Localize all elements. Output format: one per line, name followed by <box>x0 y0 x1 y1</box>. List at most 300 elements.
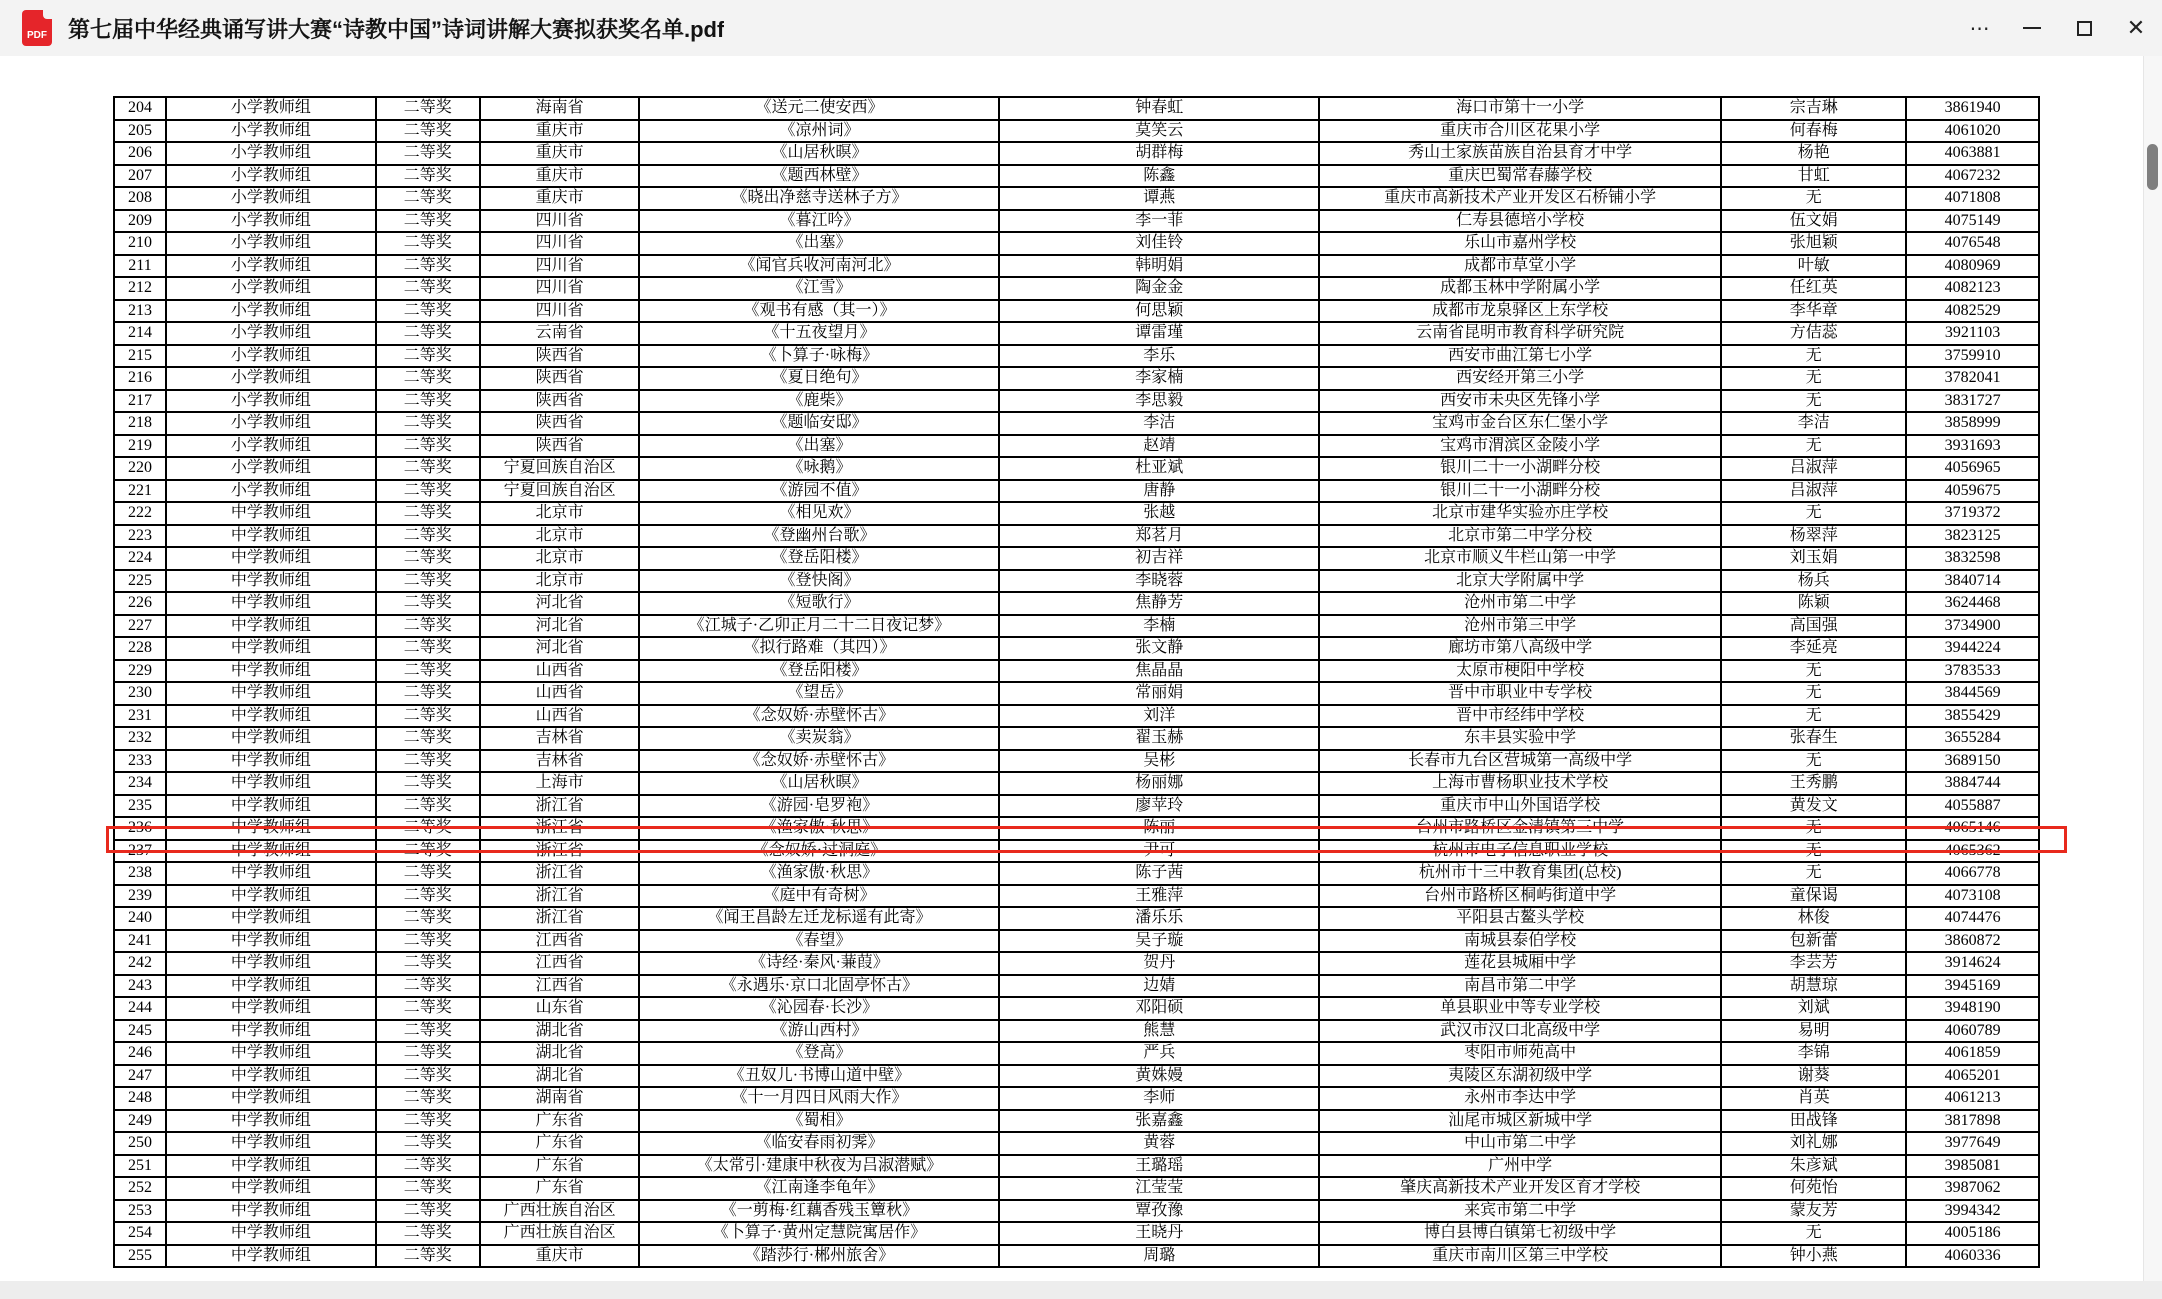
table-cell: 李楠 <box>999 615 1319 638</box>
table-cell: 杭州市十三中教育集团(总校) <box>1319 862 1721 885</box>
table-cell: 湖南省 <box>480 1087 640 1110</box>
table-cell: 二等奖 <box>376 682 480 705</box>
table-cell: 无 <box>1721 502 1906 525</box>
table-cell: 《春望》 <box>639 930 999 953</box>
table-cell: 《江雪》 <box>639 277 999 300</box>
table-cell: 206 <box>114 142 166 165</box>
table-cell: 《丑奴儿·书博山道中壁》 <box>639 1065 999 1088</box>
table-cell: 宁夏回族自治区 <box>480 480 640 503</box>
table-cell: 中学教师组 <box>166 682 376 705</box>
table-cell: 小学教师组 <box>166 390 376 413</box>
table-row <box>114 570 2039 593</box>
table-cell: 3944224 <box>1906 637 2039 660</box>
table-cell: 小学教师组 <box>166 277 376 300</box>
table-cell: 228 <box>114 637 166 660</box>
table-cell: 《踏莎行·郴州旅舍》 <box>639 1245 999 1268</box>
table-cell: 238 <box>114 862 166 885</box>
table-cell: 吕淑萍 <box>1721 480 1906 503</box>
table-cell: 二等奖 <box>376 457 480 480</box>
table-cell: 单县职业中等专业学校 <box>1319 997 1721 1020</box>
table-cell: 二等奖 <box>376 390 480 413</box>
table-cell: 3817898 <box>1906 1110 2039 1133</box>
table-cell: 3948190 <box>1906 997 2039 1020</box>
table-cell: 焦静芳 <box>999 592 1319 615</box>
table-cell: 217 <box>114 390 166 413</box>
table-row <box>114 277 2039 300</box>
table-row <box>114 367 2039 390</box>
table-cell: 中山市第二中学 <box>1319 1132 1721 1155</box>
table-cell: 云南省 <box>480 322 640 345</box>
table-cell: 小学教师组 <box>166 322 376 345</box>
table-cell: 湖北省 <box>480 1020 640 1043</box>
table-cell: 4066778 <box>1906 862 2039 885</box>
table-cell: 钟春虹 <box>999 97 1319 120</box>
table-cell: 高国强 <box>1721 615 1906 638</box>
table-cell: 严兵 <box>999 1042 1319 1065</box>
table-cell: 二等奖 <box>376 1087 480 1110</box>
table-cell: 205 <box>114 120 166 143</box>
table-cell: 刘佳铃 <box>999 232 1319 255</box>
table-cell: 上海市 <box>480 772 640 795</box>
table-cell: 中学教师组 <box>166 1087 376 1110</box>
table-row <box>114 1020 2039 1043</box>
table-cell: 《登高》 <box>639 1042 999 1065</box>
table-cell: 谭燕 <box>999 187 1319 210</box>
table-cell: 李延亮 <box>1721 637 1906 660</box>
table-cell: 四川省 <box>480 210 640 233</box>
table-cell: 陕西省 <box>480 412 640 435</box>
table-cell: 4060789 <box>1906 1020 2039 1043</box>
table-cell: 233 <box>114 750 166 773</box>
table-row <box>114 457 2039 480</box>
table-row <box>114 142 2039 165</box>
table-cell: 周璐 <box>999 1245 1319 1268</box>
table-cell: 《渔家傲·秋思》 <box>639 862 999 885</box>
table-cell: 4061859 <box>1906 1042 2039 1065</box>
table-cell: 中学教师组 <box>166 1245 376 1268</box>
table-cell: 219 <box>114 435 166 458</box>
table-cell: 247 <box>114 1065 166 1088</box>
table-cell: 李洁 <box>1721 412 1906 435</box>
table-cell: 207 <box>114 165 166 188</box>
table-cell: 李芸芳 <box>1721 952 1906 975</box>
table-cell: 无 <box>1721 390 1906 413</box>
table-cell: 小学教师组 <box>166 165 376 188</box>
table-cell: 《山居秋暝》 <box>639 772 999 795</box>
table-cell: 潘乐乐 <box>999 907 1319 930</box>
table-cell: 4074476 <box>1906 907 2039 930</box>
table-cell: 广东省 <box>480 1132 640 1155</box>
table-cell: 中学教师组 <box>166 997 376 1020</box>
title-bar <box>0 0 2162 57</box>
table-row <box>114 592 2039 615</box>
table-cell: 214 <box>114 322 166 345</box>
table-cell: 包新蕾 <box>1721 930 1906 953</box>
table-cell: 广州中学 <box>1319 1155 1721 1178</box>
table-cell: 南城县泰伯学校 <box>1319 930 1721 953</box>
table-cell: 李华章 <box>1721 300 1906 323</box>
table-cell: 广东省 <box>480 1177 640 1200</box>
table-cell: 213 <box>114 300 166 323</box>
table-cell: 张嘉鑫 <box>999 1110 1319 1133</box>
table-cell: 4056965 <box>1906 457 2039 480</box>
table-cell: 无 <box>1721 817 1906 840</box>
table-cell: 《临安春雨初霁》 <box>639 1132 999 1155</box>
table-cell: 无 <box>1721 840 1906 863</box>
table-cell: 208 <box>114 187 166 210</box>
table-cell: 二等奖 <box>376 1110 480 1133</box>
table-cell: 陕西省 <box>480 367 640 390</box>
table-cell: 浙江省 <box>480 907 640 930</box>
table-cell: 《永遇乐·京口北固亭怀古》 <box>639 975 999 998</box>
table-row <box>114 930 2039 953</box>
table-cell: 李师 <box>999 1087 1319 1110</box>
table-cell: 浙江省 <box>480 795 640 818</box>
table-cell: 二等奖 <box>376 142 480 165</box>
table-cell: 仁寿县德培小学校 <box>1319 210 1721 233</box>
table-cell: 3689150 <box>1906 750 2039 773</box>
table-cell: 3914624 <box>1906 952 2039 975</box>
table-cell: 肇庆高新技术产业开发区育才学校 <box>1319 1177 1721 1200</box>
table-cell: 沧州市第三中学 <box>1319 615 1721 638</box>
table-cell: 220 <box>114 457 166 480</box>
table-cell: 《相见欢》 <box>639 502 999 525</box>
table-cell: 4061213 <box>1906 1087 2039 1110</box>
table-cell: 方佶蕊 <box>1721 322 1906 345</box>
table-cell: 中学教师组 <box>166 660 376 683</box>
table-cell: 《闻官兵收河南河北》 <box>639 255 999 278</box>
table-cell: 227 <box>114 615 166 638</box>
table-cell: 240 <box>114 907 166 930</box>
table-cell: 216 <box>114 367 166 390</box>
table-cell: 江西省 <box>480 975 640 998</box>
results-table <box>113 96 2040 1268</box>
table-cell: 重庆市 <box>480 187 640 210</box>
table-cell: 武汉市汉口北高级中学 <box>1319 1020 1721 1043</box>
table-cell: 陶金金 <box>999 277 1319 300</box>
table-row <box>114 390 2039 413</box>
table-cell: 杨翠萍 <box>1721 525 1906 548</box>
table-cell: 沧州市第二中学 <box>1319 592 1721 615</box>
table-cell: 二等奖 <box>376 772 480 795</box>
close-icon: ✕ <box>2126 15 2146 40</box>
table-cell: 河北省 <box>480 592 640 615</box>
table-cell: 4082529 <box>1906 300 2039 323</box>
vertical-scrollbar[interactable] <box>2143 56 2162 1299</box>
table-cell: 四川省 <box>480 300 640 323</box>
table-cell: 河北省 <box>480 637 640 660</box>
table-cell: 二等奖 <box>376 1177 480 1200</box>
table-cell: 浙江省 <box>480 817 640 840</box>
table-cell: 《拟行路难（其四）》 <box>639 637 999 660</box>
table-cell: 刘斌 <box>1721 997 1906 1020</box>
scrollbar-thumb[interactable] <box>2147 144 2158 190</box>
table-cell: 江西省 <box>480 952 640 975</box>
table-cell: 杨丽娜 <box>999 772 1319 795</box>
table-cell: 中学教师组 <box>166 750 376 773</box>
table-cell: 叶敏 <box>1721 255 1906 278</box>
table-cell: 二等奖 <box>376 232 480 255</box>
table-cell: 251 <box>114 1155 166 1178</box>
table-cell: 郑茗月 <box>999 525 1319 548</box>
table-cell: 李家楠 <box>999 367 1319 390</box>
table-cell: 3987062 <box>1906 1177 2039 1200</box>
table-cell: 李晓蓉 <box>999 570 1319 593</box>
table-cell: 3823125 <box>1906 525 2039 548</box>
restore-button[interactable] <box>2058 0 2110 56</box>
table-cell: 3921103 <box>1906 322 2039 345</box>
table-cell: 244 <box>114 997 166 1020</box>
table-cell: 二等奖 <box>376 795 480 818</box>
table-cell: 二等奖 <box>376 1132 480 1155</box>
table-cell: 北京市 <box>480 525 640 548</box>
table-cell: 西安市曲江第七小学 <box>1319 345 1721 368</box>
table-cell: 宝鸡市金台区东仁堡小学 <box>1319 412 1721 435</box>
table-cell: 236 <box>114 817 166 840</box>
table-cell: 253 <box>114 1200 166 1223</box>
table-cell: 宗吉琳 <box>1721 97 1906 120</box>
table-cell: 陕西省 <box>480 435 640 458</box>
table-row <box>114 502 2039 525</box>
table-cell: 《渔家傲·秋思》 <box>639 817 999 840</box>
table-cell: 210 <box>114 232 166 255</box>
table-cell: 二等奖 <box>376 165 480 188</box>
table-cell: 初吉祥 <box>999 547 1319 570</box>
table-cell: 204 <box>114 97 166 120</box>
table-cell: 239 <box>114 885 166 908</box>
table-cell: 北京市第二中学分校 <box>1319 525 1721 548</box>
table-cell: 3931693 <box>1906 435 2039 458</box>
table-cell: 谢葵 <box>1721 1065 1906 1088</box>
table-cell: 《念奴娇·赤壁怀古》 <box>639 705 999 728</box>
table-cell: 二等奖 <box>376 705 480 728</box>
pdf-document-area <box>0 56 2162 1299</box>
table-cell: 无 <box>1721 187 1906 210</box>
table-cell: 陈丽 <box>999 817 1319 840</box>
table-cell: 《庭中有奇树》 <box>639 885 999 908</box>
table-cell: 林俊 <box>1721 907 1906 930</box>
table-cell: 4065201 <box>1906 1065 2039 1088</box>
table-cell: 中学教师组 <box>166 570 376 593</box>
table-cell: 无 <box>1721 367 1906 390</box>
table-cell: 二等奖 <box>376 277 480 300</box>
table-cell: 银川二十一小湖畔分校 <box>1319 457 1721 480</box>
table-row <box>114 727 2039 750</box>
table-cell: 常丽娟 <box>999 682 1319 705</box>
table-cell: 焦晶晶 <box>999 660 1319 683</box>
table-cell: 二等奖 <box>376 1042 480 1065</box>
table-cell: 二等奖 <box>376 840 480 863</box>
table-cell: 小学教师组 <box>166 457 376 480</box>
table-cell: 《登岳阳楼》 <box>639 660 999 683</box>
table-cell: 4061020 <box>1906 120 2039 143</box>
table-cell: 重庆市高新技术产业开发区石桥铺小学 <box>1319 187 1721 210</box>
table-cell: 二等奖 <box>376 952 480 975</box>
table-cell: 无 <box>1721 345 1906 368</box>
table-cell: 222 <box>114 502 166 525</box>
table-cell: 江西省 <box>480 930 640 953</box>
table-cell: 209 <box>114 210 166 233</box>
table-cell: 4065146 <box>1906 817 2039 840</box>
table-cell: 黄发文 <box>1721 795 1906 818</box>
table-cell: 广东省 <box>480 1110 640 1133</box>
table-cell: 北京大学附属中学 <box>1319 570 1721 593</box>
table-cell: 二等奖 <box>376 300 480 323</box>
table-cell: 陈鑫 <box>999 165 1319 188</box>
table-cell: 无 <box>1721 750 1906 773</box>
table-cell: 246 <box>114 1042 166 1065</box>
table-cell: 中学教师组 <box>166 705 376 728</box>
table-cell: 胡慧琼 <box>1721 975 1906 998</box>
table-cell: 吕淑萍 <box>1721 457 1906 480</box>
table-cell: 李锦 <box>1721 1042 1906 1065</box>
table-cell: 《咏鹅》 <box>639 457 999 480</box>
table-cell: 莲花县城厢中学 <box>1319 952 1721 975</box>
table-cell: 中学教师组 <box>166 592 376 615</box>
table-row <box>114 997 2039 1020</box>
table-cell: 212 <box>114 277 166 300</box>
table-row <box>114 322 2039 345</box>
table-cell: 二等奖 <box>376 1200 480 1223</box>
table-cell: 4059675 <box>1906 480 2039 503</box>
table-cell: 重庆市中山外国语学校 <box>1319 795 1721 818</box>
minimize-button[interactable] <box>2006 0 2058 56</box>
table-cell: 二等奖 <box>376 750 480 773</box>
table-cell: 二等奖 <box>376 637 480 660</box>
table-cell: 《题西林壁》 <box>639 165 999 188</box>
table-cell: 山西省 <box>480 705 640 728</box>
table-cell: 北京市 <box>480 570 640 593</box>
table-cell: 《太常引·建康中秋夜为吕淑潜赋》 <box>639 1155 999 1178</box>
table-cell: 二等奖 <box>376 525 480 548</box>
table-cell: 二等奖 <box>376 120 480 143</box>
table-cell: 北京市建华实验亦庄学校 <box>1319 502 1721 525</box>
table-cell: 中学教师组 <box>166 547 376 570</box>
window-controls <box>1954 0 2162 56</box>
table-cell: 陕西省 <box>480 345 640 368</box>
table-cell: 西安市未央区先锋小学 <box>1319 390 1721 413</box>
table-cell: 小学教师组 <box>166 300 376 323</box>
table-cell: 中学教师组 <box>166 1177 376 1200</box>
table-cell: 中学教师组 <box>166 1200 376 1223</box>
table-cell: 银川二十一小湖畔分校 <box>1319 480 1721 503</box>
table-cell: 225 <box>114 570 166 593</box>
table-cell: 中学教师组 <box>166 502 376 525</box>
table-cell: 中学教师组 <box>166 637 376 660</box>
table-cell: 211 <box>114 255 166 278</box>
table-row <box>114 795 2039 818</box>
table-cell: 二等奖 <box>376 1020 480 1043</box>
table-cell: 二等奖 <box>376 1222 480 1245</box>
table-cell: 山东省 <box>480 997 640 1020</box>
table-cell: 3783533 <box>1906 660 2039 683</box>
table-row <box>114 1200 2039 1223</box>
table-cell: 230 <box>114 682 166 705</box>
table-body <box>114 97 2039 1267</box>
table-cell: 4063881 <box>1906 142 2039 165</box>
table-cell: 255 <box>114 1245 166 1268</box>
table-cell: 中学教师组 <box>166 1222 376 1245</box>
table-cell: 中学教师组 <box>166 885 376 908</box>
table-cell: 《夏日绝句》 <box>639 367 999 390</box>
table-cell: 四川省 <box>480 277 640 300</box>
table-row <box>114 682 2039 705</box>
table-cell: 台州市路桥区金清镇第三中学 <box>1319 817 1721 840</box>
table-cell: 4082123 <box>1906 277 2039 300</box>
table-cell: 王晓丹 <box>999 1222 1319 1245</box>
table-cell: 二等奖 <box>376 1065 480 1088</box>
table-cell: 中学教师组 <box>166 975 376 998</box>
table-cell: 3782041 <box>1906 367 2039 390</box>
table-cell: 中学教师组 <box>166 1065 376 1088</box>
table-cell: 248 <box>114 1087 166 1110</box>
table-cell: 《游山西村》 <box>639 1020 999 1043</box>
table-cell: 何春梅 <box>1721 120 1906 143</box>
table-cell: 中学教师组 <box>166 727 376 750</box>
table-cell: 永州市李达中学 <box>1319 1087 1721 1110</box>
table-cell: 山西省 <box>480 660 640 683</box>
table-row <box>114 660 2039 683</box>
table-cell: 何思颖 <box>999 300 1319 323</box>
table-cell: 杨兵 <box>1721 570 1906 593</box>
table-cell: 3734900 <box>1906 615 2039 638</box>
table-row <box>114 187 2039 210</box>
table-cell: 4076548 <box>1906 232 2039 255</box>
table-cell: 邓阳硕 <box>999 997 1319 1020</box>
table-cell: 小学教师组 <box>166 232 376 255</box>
table-row <box>114 952 2039 975</box>
table-row <box>114 1087 2039 1110</box>
table-cell: 《游园不值》 <box>639 480 999 503</box>
table-cell: 云南省昆明市教育科学研究院 <box>1319 322 1721 345</box>
table-cell: 无 <box>1721 862 1906 885</box>
table-cell: 夷陵区东湖初级中学 <box>1319 1065 1721 1088</box>
table-cell: 二等奖 <box>376 930 480 953</box>
table-cell: 232 <box>114 727 166 750</box>
table-cell: 4071808 <box>1906 187 2039 210</box>
table-cell: 《出塞》 <box>639 232 999 255</box>
table-cell: 二等奖 <box>376 885 480 908</box>
table-cell: 229 <box>114 660 166 683</box>
table-row <box>114 525 2039 548</box>
table-cell: 易明 <box>1721 1020 1906 1043</box>
close-button[interactable] <box>2110 0 2162 56</box>
table-cell: 胡群梅 <box>999 142 1319 165</box>
table-row <box>114 907 2039 930</box>
more-options-button[interactable] <box>1954 0 2006 56</box>
table-cell: 长春市九台区营城第一高级中学 <box>1319 750 1721 773</box>
table-cell: 谭雷瑾 <box>999 322 1319 345</box>
table-cell: 二等奖 <box>376 997 480 1020</box>
table-cell: 浙江省 <box>480 885 640 908</box>
table-cell: 江莹莹 <box>999 1177 1319 1200</box>
table-cell: 4005186 <box>1906 1222 2039 1245</box>
table-cell: 无 <box>1721 682 1906 705</box>
table-cell: 小学教师组 <box>166 412 376 435</box>
table-cell: 254 <box>114 1222 166 1245</box>
table-cell: 杨艳 <box>1721 142 1906 165</box>
table-cell: 伍文娟 <box>1721 210 1906 233</box>
table-cell: 成都市龙泉驿区上东学校 <box>1319 300 1721 323</box>
table-cell: 山西省 <box>480 682 640 705</box>
table-cell: 3719372 <box>1906 502 2039 525</box>
table-cell: 《登幽州台歌》 <box>639 525 999 548</box>
table-row <box>114 885 2039 908</box>
table-cell: 中学教师组 <box>166 907 376 930</box>
table-cell: 汕尾市城区新城中学 <box>1319 1110 1721 1133</box>
table-cell: 朱彦斌 <box>1721 1155 1906 1178</box>
table-cell: 4073108 <box>1906 885 2039 908</box>
